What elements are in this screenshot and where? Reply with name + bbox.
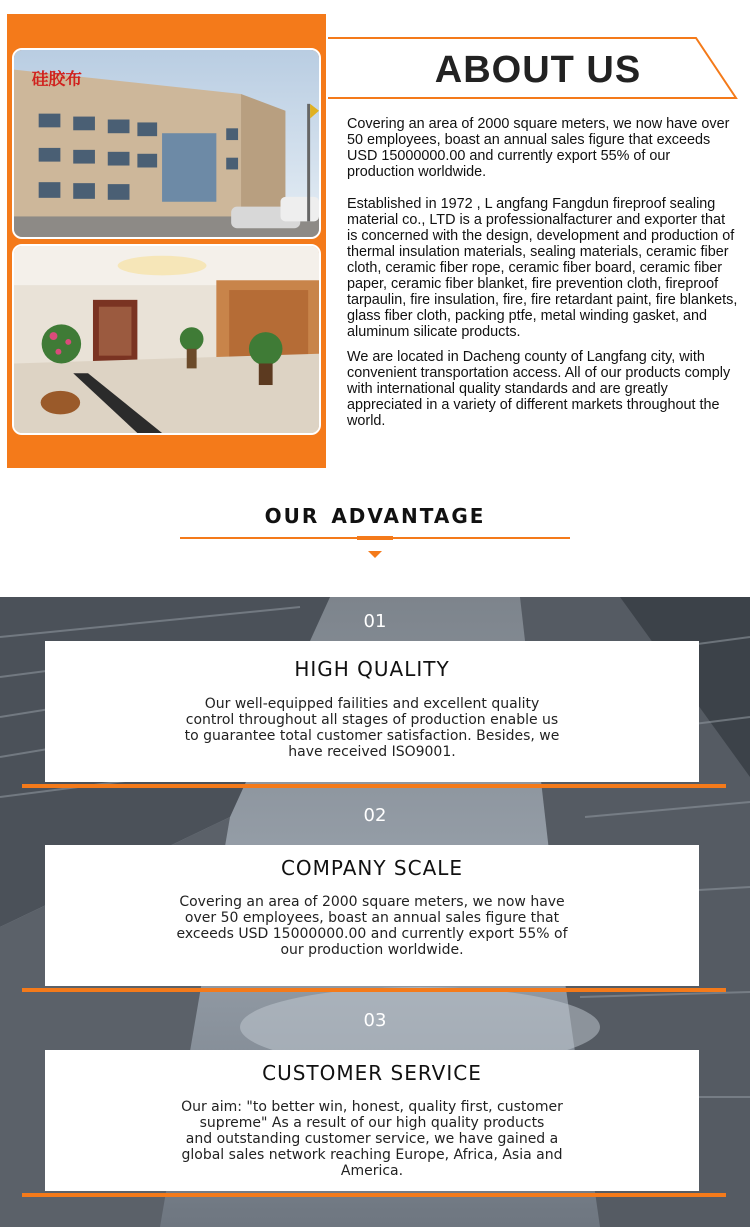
advantage-card-text (155, 1099, 589, 1179)
about-section (0, 0, 750, 480)
text-line: Our aim: "to better win, honest, quality first, customer (181, 1099, 563, 1115)
text-line: America. (340, 1163, 404, 1179)
advantage-card-underline (22, 1193, 726, 1197)
divider-accent (357, 536, 393, 540)
text-line: Covering an area of 2000 square meters, we now have (179, 894, 565, 910)
about-heading-box (328, 36, 738, 100)
advantage-card-company-scale (45, 845, 699, 986)
advantage-header (0, 480, 750, 596)
advantage-card-title: HIGH QUALITY (294, 657, 450, 681)
about-paragraph: We are located in Dacheng county of Langfang city, with convenient transportation access. All of our products comply with international quality standards and are greatly appreciated in a variety of different markets throughout the world. (347, 349, 731, 429)
about-title: ABOUT US (434, 49, 642, 91)
about-paragraph: Established in 1972 , L angfang Fangdun fireproof sealing material co., LTD is a professionalfacturer and exporter that is concerned with the design, development and production of thermal insulation materials, sealing materials, ceramic fiber cloth, ceramic fiber rope, ceramic fiber board, ceramic fiber paper, ceramic fiber blanket, fire prevention cloth, fireproof tarpaulin, fire insulation, fire, fire retardant paint, fire blankets, glass fiber cloth, packing ptfe, metal winding gasket, and aluminum silicate products. (347, 196, 738, 340)
advantage-number: 01 (363, 611, 387, 632)
advantage-number: 03 (363, 1010, 387, 1031)
text-line: control throughout all stages of production enable us (185, 712, 559, 728)
down-arrow-icon (368, 551, 382, 558)
about-text (347, 116, 739, 445)
building-photo (12, 48, 321, 239)
text-line: have received ISO9001. (288, 744, 456, 760)
advantage-card-title: COMPANY SCALE (280, 856, 464, 880)
advantage-number: 02 (363, 805, 387, 826)
lobby-photo (12, 244, 321, 435)
building-sign: 硅胶布 (31, 68, 83, 89)
advantage-card-underline (22, 784, 726, 788)
text-line: global sales network reaching Europe, Africa, Asia and (181, 1147, 563, 1163)
advantage-card-customer-service (45, 1050, 699, 1191)
advantage-card-title: CUSTOMER SERVICE (262, 1061, 482, 1085)
advantage-card-high-quality (45, 641, 699, 782)
text-line: to guarantee total customer satisfaction. Besides, we (184, 728, 560, 744)
advantages-section (0, 597, 750, 1227)
advantage-card-underline (22, 988, 726, 992)
text-line: supreme" As a result of our high quality products (199, 1115, 545, 1131)
text-line: our production worldwide. (280, 942, 464, 958)
about-paragraph: Covering an area of 2000 square meters, we now have over 50 employees, boast an annual sales figure that exceeds USD 15000000.00 and currently export 55% of our production worldwide. (347, 116, 730, 180)
advantage-card-text (155, 696, 589, 760)
text-line: exceeds USD 15000000.00 and currently export 55% of (176, 926, 568, 942)
text-line: Our well-equipped failities and excellent quality (204, 696, 540, 712)
text-line: over 50 employees, boast an annual sales figure that (184, 910, 560, 926)
advantage-card-text (155, 894, 589, 958)
text-line: and outstanding customer service, we have gained a (185, 1131, 559, 1147)
advantage-title: our advantage (264, 496, 486, 530)
